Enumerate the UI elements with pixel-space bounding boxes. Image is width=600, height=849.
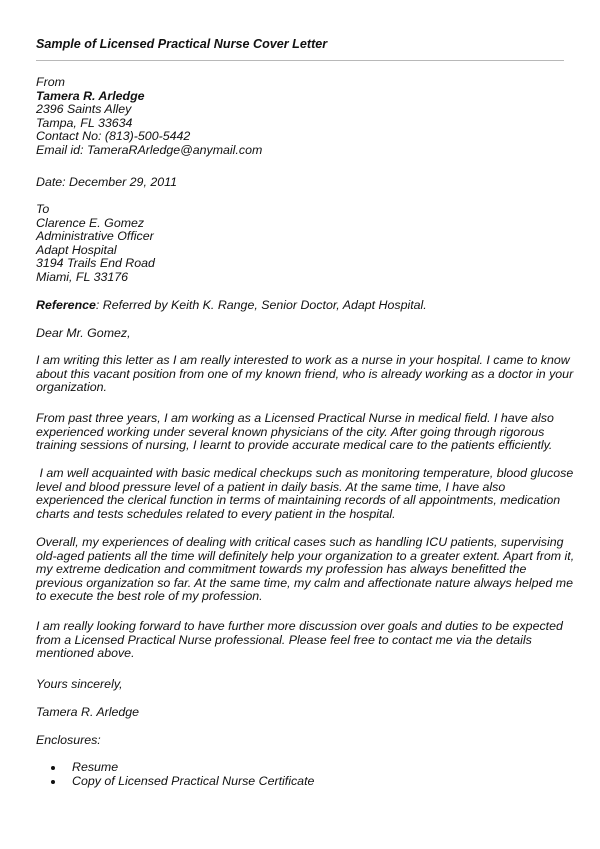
enclosures-label: Enclosures: <box>36 733 101 747</box>
reference-block <box>36 299 566 313</box>
paragraph-line: training sessions of nursing, I learnt to provide accurate medical care to the patients efficiently. <box>36 438 553 453</box>
sender-name: Tamera R. Arledge <box>36 88 145 103</box>
enclosure-item: Copy of Licensed Practical Nurse Certificate <box>72 773 315 788</box>
body-paragraph-4 <box>36 535 575 604</box>
paragraph-line: From past three years, I am working as a Licensed Practical Nurse in medical field. I have also <box>36 411 554 425</box>
body-paragraph-2 <box>36 412 566 453</box>
bullet-icon <box>51 766 55 770</box>
paragraph-line: to execute the best role of my profession. <box>36 589 263 604</box>
page-title: Sample of Licensed Practical Nurse Cover Letter <box>36 37 328 51</box>
paragraph-line: my extreme dedication and commitment towards my profession has always benefitted the <box>36 562 527 577</box>
paragraph-line: charts and tests schedules related to every patient in the hospital. <box>36 506 396 521</box>
salutation: Dear Mr. Gomez, <box>36 326 131 340</box>
letter-date: Date: December 29, 2011 <box>36 175 177 189</box>
enclosures-block <box>36 734 566 748</box>
recipient-name: Clarence E. Gomez <box>36 215 145 230</box>
recipient-city: Miami, FL 33176 <box>36 269 129 284</box>
paragraph-line: organization. <box>36 380 107 395</box>
sender-block <box>36 76 566 158</box>
date-block <box>36 176 566 190</box>
enclosure-item: Resume <box>72 760 119 774</box>
recipient-heading: To <box>36 202 50 216</box>
paragraph-line: level and blood pressure level of a patient in daily basis. At the same time, I have also <box>36 479 506 494</box>
salutation-block <box>36 327 566 341</box>
paragraph-line: experienced working under several known physicians of the city. After going through rigorous <box>36 424 545 439</box>
paragraph-line: Overall, my experiences of dealing with critical cases such as handling ICU patients, supervising <box>36 535 564 549</box>
sender-city: Tampa, FL 33634 <box>36 115 133 130</box>
paragraph-line: old-aged patients all the time will definitely help your organization to a greater extent. Apart from it, <box>36 548 575 563</box>
signature-name: Tamera R. Arledge <box>36 705 140 719</box>
paragraph-line: I am really looking forward to have further more discussion over goals and duties to be expected <box>36 619 563 633</box>
body-paragraph-3 <box>36 466 574 521</box>
paragraph-line: I am well acquainted with basic medical checkups such as monitoring temperature, blood glucose <box>36 466 574 480</box>
recipient-company: Adapt Hospital <box>36 242 117 257</box>
signature-block <box>36 706 566 720</box>
list-item <box>36 775 314 789</box>
title-divider <box>36 60 564 61</box>
paragraph-line: about this vacant position from one of my known friend, who is already working as a doctor in your <box>36 366 574 381</box>
recipient-position: Administrative Officer <box>36 229 154 244</box>
sender-heading: From <box>36 75 65 89</box>
paragraph-line: mentioned above. <box>36 646 135 661</box>
paragraph-line: from a Licensed Practical Nurse professional. Please feel free to contact me via the details <box>36 632 532 647</box>
paragraph-line: I am writing this letter as I am really interested to work as a nurse in your hospital. I came to know <box>36 353 570 367</box>
recipient-block <box>36 203 566 285</box>
sender-contact: Contact No: (813)-500-5442 <box>36 129 191 144</box>
reference-label: Reference <box>36 298 96 312</box>
paragraph-line: previous organization so far. At the same time, my calm and affectionate nature always helped me <box>36 575 573 590</box>
bullet-icon <box>51 780 55 784</box>
sender-email: Email id: TameraRArledge@anymail.com <box>36 142 263 157</box>
closing-block <box>36 678 566 692</box>
recipient-street: 3194 Trails End Road <box>36 256 155 271</box>
sender-street: 2396 Saints Alley <box>36 102 132 117</box>
enclosures-list <box>36 761 314 788</box>
body-paragraph-5 <box>36 620 566 661</box>
body-paragraph-1 <box>36 353 574 395</box>
closing: Yours sincerely, <box>36 677 123 691</box>
reference-text: : Referred by Keith K. Range, Senior Doctor, Adapt Hospital. <box>95 298 427 312</box>
list-item <box>36 761 314 775</box>
paragraph-line: experienced the clerical function in terms of maintaining records of all appointments, medication <box>36 493 561 508</box>
